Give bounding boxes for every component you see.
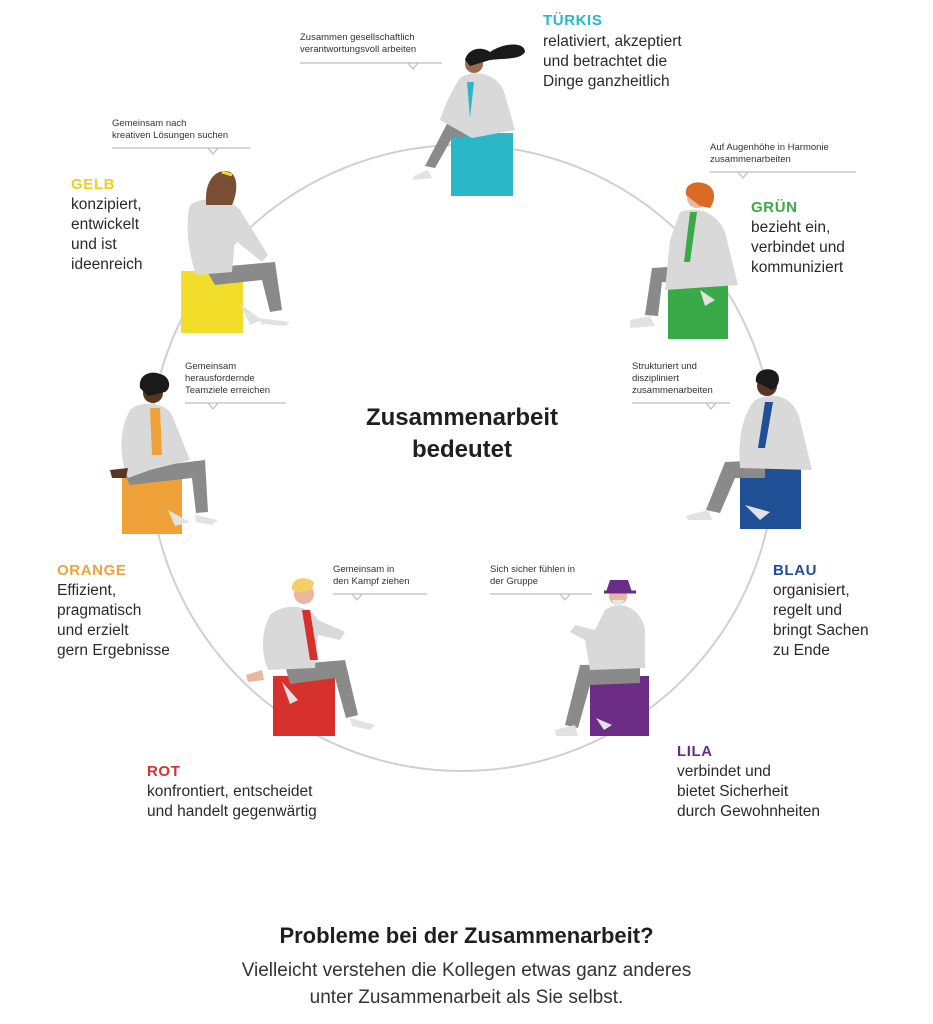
desc-orange-line-3: und erzielt [57, 622, 129, 639]
label-tuerkis: TÜRKIS [543, 12, 603, 29]
bubble-gruen [710, 142, 829, 166]
desc-blau-line-3: bringt Sachen [773, 622, 869, 639]
bubble-lila [490, 564, 575, 588]
desc-orange [57, 581, 170, 661]
cube-tuerkis [451, 133, 513, 196]
label-blau: BLAU [773, 562, 818, 579]
footer-question: Probleme bei der Zusammenarbeit? [279, 923, 654, 948]
label-orange: ORANGE [57, 562, 127, 579]
figure-rot [246, 578, 375, 736]
bubble-line-lila [490, 594, 592, 600]
desc-blau-line-1: organisiert, [773, 582, 850, 599]
label-gelb: GELB [71, 176, 116, 193]
desc-tuerkis-line-1: relativiert, akzeptiert [543, 33, 682, 50]
desc-gelb-line-2: entwickelt [71, 216, 140, 233]
bubble-lila-line-1: Sich sicher fühlen in [490, 564, 576, 575]
desc-gelb [71, 195, 143, 275]
desc-gruen [751, 218, 845, 278]
desc-rot-line-2: und handelt gegenwärtig [147, 803, 317, 820]
desc-lila-line-2: bietet Sicherheit [677, 783, 789, 800]
desc-lila-line-1: verbindet und [677, 763, 771, 780]
bubble-blau-line-3: zusammenarbeiten [632, 385, 713, 396]
bubble-gelb-line-1: Gemeinsam nach [112, 118, 187, 129]
bubble-line-orange [185, 403, 286, 409]
bubble-rot-line-2: den Kampf ziehen [333, 576, 410, 587]
desc-rot-line-1: konfrontiert, entscheidet [147, 783, 313, 800]
bubble-tuerkis-line-1: Zusammen gesellschaftlich [300, 32, 415, 43]
cube-rot [273, 676, 335, 736]
label-gruen: GRÜN [751, 199, 798, 216]
desc-tuerkis [543, 32, 682, 92]
desc-gruen-line-1: bezieht ein, [751, 219, 831, 236]
desc-gruen-line-2: verbindet und [751, 239, 845, 256]
footer-answer-line-1: Vielleicht verstehen die Kollegen etwas ganz anderes [241, 960, 692, 981]
footer-answer [0, 957, 933, 1011]
bubble-rot [333, 564, 410, 588]
figure-gelb [181, 171, 290, 333]
desc-rot [147, 782, 317, 822]
desc-blau [773, 581, 869, 661]
bubble-tuerkis-line-2: verantwortungsvoll arbeiten [300, 44, 417, 55]
bubble-orange-line-2: herausfordernde [185, 373, 255, 384]
desc-orange-line-2: pragmatisch [57, 602, 142, 619]
bubble-gruen-line-1: Auf Augenhöhe in Harmonie [710, 142, 829, 153]
center-title [334, 402, 590, 466]
bubble-blau-line-1: Strukturiert und [632, 361, 697, 372]
desc-blau-line-4: zu Ende [773, 642, 830, 659]
label-rot: ROT [147, 763, 181, 780]
desc-gelb-line-1: konzipiert, [71, 196, 142, 213]
label-lila: LILA [677, 743, 713, 760]
bubble-orange-line-3: Teamziele erreichen [185, 385, 271, 396]
bubble-tuerkis [300, 32, 416, 56]
bubble-line-blau [632, 403, 730, 409]
desc-blau-line-2: regelt und [773, 602, 842, 619]
bubble-line-gelb [112, 148, 250, 154]
bubble-gelb [112, 118, 228, 142]
cube-lila [590, 676, 649, 736]
desc-gelb-line-4: ideenreich [71, 256, 143, 273]
footer-answer-line-2: unter Zusammenarbeit als Sie selbst. [309, 987, 624, 1008]
figure-tuerkis [412, 45, 525, 197]
bubble-orange [185, 361, 270, 397]
bubble-blau-line-2: diszipliniert [632, 373, 679, 384]
bubble-line-gruen [710, 172, 856, 178]
bubble-gruen-line-2: zusammenarbeiten [710, 154, 791, 165]
desc-lila-line-3: durch Gewohnheiten [677, 803, 821, 820]
bubble-rot-line-1: Gemeinsam in [333, 564, 395, 575]
bubble-line-rot [333, 594, 427, 600]
bubble-lila-line-2: der Gruppe [490, 576, 539, 587]
desc-gelb-line-3: und ist [71, 236, 117, 253]
desc-orange-line-4: gern Ergebnisse [57, 642, 170, 659]
desc-gruen-line-3: kommuniziert [751, 259, 844, 276]
bubble-line-tuerkis [300, 63, 442, 69]
bubble-blau [632, 361, 713, 397]
desc-orange-line-1: Effizient, [57, 582, 117, 599]
desc-lila [677, 762, 820, 822]
figure-lila [555, 580, 649, 736]
desc-tuerkis-line-3: Dinge ganzheitlich [543, 73, 670, 90]
center-title-line-2: bedeutet [411, 436, 512, 463]
center-title-line-1: Zusammenarbeit [365, 404, 559, 431]
bubble-gelb-line-2: kreativen Lösungen suchen [112, 130, 229, 141]
desc-tuerkis-line-2: und betrachtet die [543, 53, 668, 70]
bubble-orange-line-1: Gemeinsam [185, 361, 237, 372]
